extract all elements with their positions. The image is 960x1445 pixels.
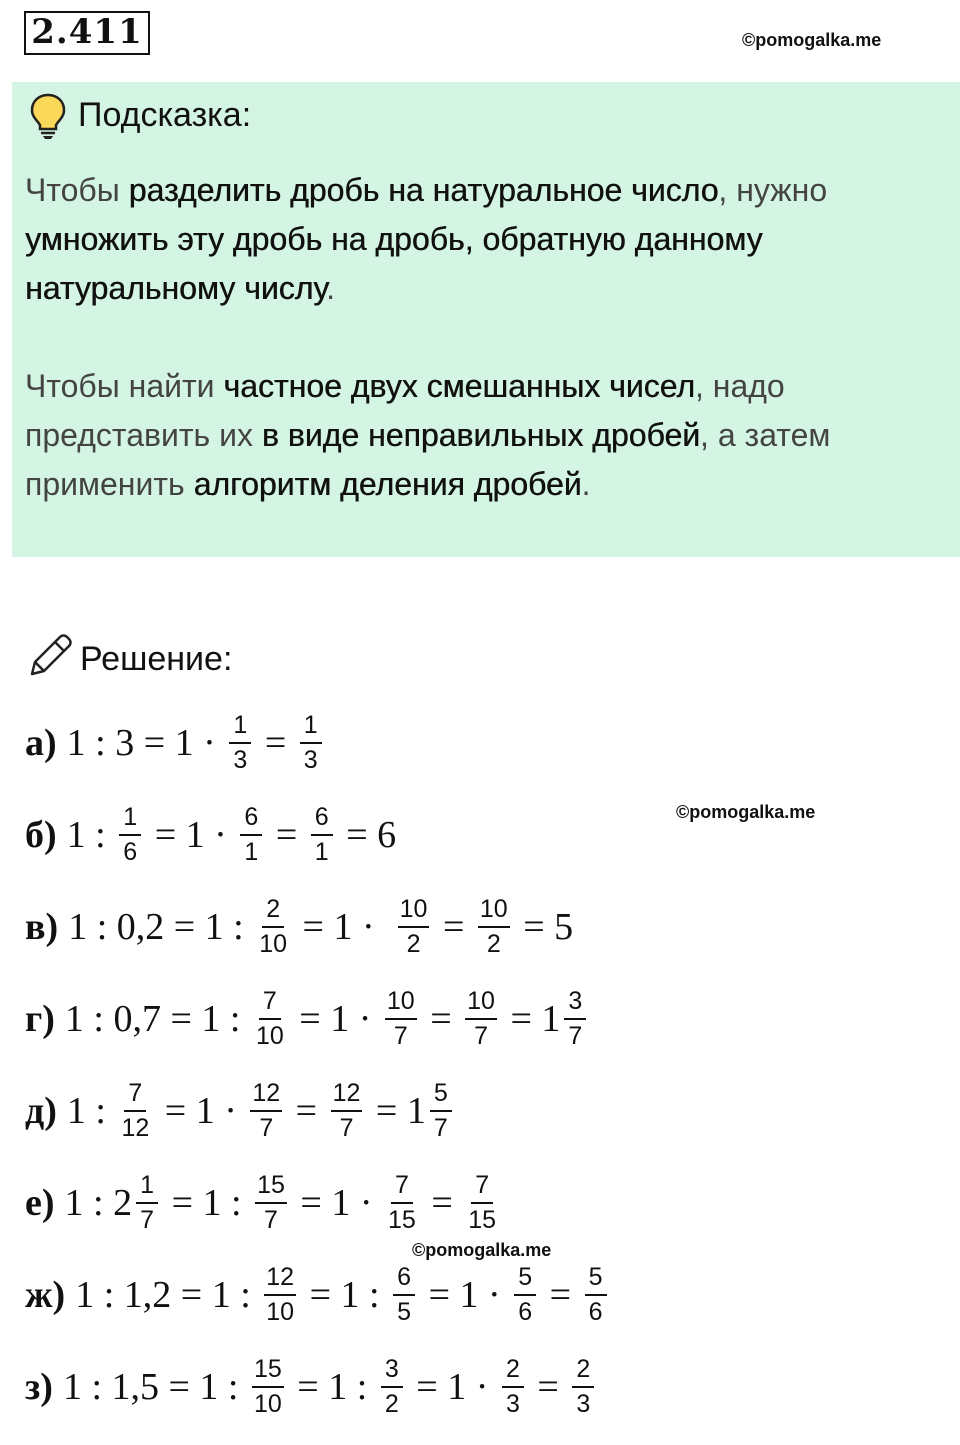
- expression-text: =: [500, 998, 542, 1040]
- fraction: [119, 1079, 151, 1143]
- hint-emphasis: в виде неправильных дробей: [261, 417, 701, 453]
- numerator: 2: [262, 895, 284, 928]
- solution-title: Решение:: [80, 640, 233, 678]
- numerator: 10: [398, 895, 430, 928]
- row-label: а): [25, 722, 57, 764]
- numerator: 3: [381, 1355, 403, 1388]
- fraction: [478, 895, 510, 959]
- expression-text: = 1 :: [300, 1274, 390, 1316]
- row-label: д): [25, 1090, 57, 1132]
- numerator: 7: [391, 1171, 413, 1204]
- fraction: [393, 1263, 415, 1327]
- row-label: в): [25, 906, 59, 948]
- expression-text: 1 : 1,5 = 1 :: [62, 1366, 248, 1408]
- hint-text: , а затем применить: [25, 417, 831, 502]
- watermark-bottom: ©pomogalka.me: [412, 1240, 552, 1260]
- solution-row: [25, 887, 573, 967]
- expression-text: =: [420, 998, 462, 1040]
- numerator: 5: [514, 1263, 536, 1296]
- hint-text: , надо представить их: [25, 368, 785, 453]
- numerator: 1: [229, 711, 251, 744]
- fraction: [398, 895, 430, 959]
- denominator: 10: [259, 930, 288, 958]
- fraction: [264, 1263, 296, 1327]
- denominator: 7: [140, 1206, 155, 1234]
- denominator: 7: [259, 1114, 274, 1142]
- denominator: 6: [518, 1298, 533, 1326]
- row-label: е): [25, 1182, 55, 1224]
- expression-text: 1 :: [66, 1090, 116, 1132]
- fraction: [257, 895, 289, 959]
- denominator: 3: [505, 1390, 520, 1418]
- expression-text: 1 : 1,2 = 1 :: [75, 1274, 261, 1316]
- fraction: [255, 1171, 287, 1235]
- fraction: [254, 987, 286, 1051]
- fraction: [572, 1355, 594, 1419]
- denominator: 7: [393, 1022, 408, 1050]
- numerator: 7: [124, 1079, 146, 1112]
- numerator: 6: [393, 1263, 415, 1296]
- hint-emphasis: разделить дробь на натуральное число: [128, 172, 719, 208]
- lightbulb-icon: [28, 92, 68, 140]
- expression-text: = 5: [513, 906, 574, 948]
- numerator: 6: [240, 803, 262, 836]
- denominator: 7: [568, 1022, 583, 1050]
- whole-part: 2: [113, 1182, 133, 1224]
- expression-text: 1 :: [64, 1182, 114, 1224]
- expression-text: = 1 :: [287, 1366, 377, 1408]
- denominator: 7: [264, 1206, 278, 1234]
- denominator: 1: [244, 838, 259, 866]
- fraction: [385, 987, 417, 1051]
- denominator: 7: [339, 1114, 354, 1142]
- fraction: [252, 1355, 284, 1419]
- fraction: [311, 803, 333, 867]
- expression-text: =: [266, 814, 307, 856]
- fraction: [300, 711, 322, 775]
- solution-row: [25, 795, 396, 875]
- hint-text: Чтобы: [25, 172, 129, 208]
- numerator: 7: [259, 987, 281, 1020]
- denominator: 3: [576, 1390, 591, 1418]
- row-label: з): [25, 1366, 53, 1408]
- expression-text: 1 :: [66, 814, 116, 856]
- watermark-top: ©pomogalka.me: [742, 30, 882, 50]
- numerator: 7: [471, 1171, 493, 1204]
- row-label: б): [25, 814, 57, 856]
- expression-text: = 1 ·: [419, 1274, 511, 1316]
- mixed-number: [407, 1079, 456, 1143]
- numerator: 2: [502, 1355, 524, 1388]
- numerator: 2: [572, 1355, 594, 1388]
- numerator: 15: [252, 1355, 284, 1388]
- expression-text: = 1 ·: [289, 998, 381, 1040]
- hint-emphasis: умножить эту дробь на дробь, обратную данному натуральному числу: [25, 221, 763, 306]
- solution-row: [25, 703, 326, 783]
- fraction: [119, 803, 141, 867]
- hint-emphasis: частное двух смешанных чисел: [223, 368, 695, 404]
- numerator: 6: [311, 803, 333, 836]
- fraction: [514, 1263, 536, 1327]
- fraction: [136, 1171, 158, 1235]
- expression-text: = 1 ·: [406, 1366, 498, 1408]
- fraction: [465, 987, 497, 1051]
- denominator: 3: [233, 746, 248, 774]
- solution-row: [25, 979, 590, 1059]
- denominator: 3: [303, 746, 318, 774]
- fraction: [331, 1079, 363, 1143]
- denominator: 6: [588, 1298, 603, 1326]
- fraction: [240, 803, 262, 867]
- denominator: 2: [406, 930, 421, 958]
- expression-text: = 1 ·: [145, 814, 237, 856]
- fraction: [386, 1171, 418, 1235]
- fraction: [250, 1079, 282, 1143]
- expression-text: =: [421, 1182, 463, 1224]
- solution-row: [25, 1347, 598, 1427]
- hint-paragraph-2: [25, 362, 945, 509]
- denominator: 2: [486, 930, 501, 958]
- expression-text: =: [255, 722, 296, 764]
- denominator: 15: [388, 1206, 416, 1234]
- fraction: [381, 1355, 403, 1419]
- denominator: 2: [384, 1390, 399, 1418]
- denominator: 5: [397, 1298, 412, 1326]
- expression-text: 1 : 0,2 = 1 :: [68, 906, 254, 948]
- numerator: 5: [585, 1263, 607, 1296]
- expression-text: = 1 ·: [155, 1090, 247, 1132]
- mixed-number: [541, 987, 590, 1051]
- numerator: 1: [119, 803, 141, 836]
- row-label: г): [25, 998, 55, 1040]
- numerator: 10: [478, 895, 510, 928]
- hint-title: Подсказка:: [78, 96, 252, 134]
- expression-text: = 1 ·: [290, 1182, 382, 1224]
- fraction: [585, 1263, 607, 1327]
- pencil-icon: [26, 630, 76, 680]
- numerator: 12: [331, 1079, 363, 1112]
- expression-text: =: [286, 1090, 327, 1132]
- denominator: 1: [314, 838, 329, 866]
- denominator: 7: [474, 1022, 488, 1050]
- hint-text: Чтобы найти: [25, 368, 224, 404]
- expression-text: = 1 :: [162, 1182, 252, 1224]
- denominator: 10: [253, 1390, 282, 1418]
- numerator: 10: [465, 987, 497, 1020]
- denominator: 15: [468, 1206, 497, 1234]
- expression-text: =: [540, 1274, 581, 1316]
- expression-text: =: [433, 906, 474, 948]
- mixed-number: [113, 1171, 162, 1235]
- denominator: 6: [123, 838, 138, 866]
- hint-text: .: [581, 466, 591, 502]
- numerator: 10: [385, 987, 417, 1020]
- numerator: 1: [136, 1171, 158, 1204]
- watermark-middle: ©pomogalka.me: [676, 802, 816, 822]
- solution-row: [25, 1163, 502, 1243]
- denominator: 10: [266, 1298, 295, 1326]
- task-number: 2.411: [24, 11, 150, 55]
- denominator: 10: [255, 1022, 284, 1050]
- expression-text: 1 : 3 = 1 ·: [66, 722, 226, 764]
- fraction: [430, 1079, 452, 1143]
- expression-text: 1 : 0,7 = 1 :: [64, 998, 250, 1040]
- solution-row: [25, 1255, 611, 1335]
- fraction: [466, 1171, 498, 1235]
- numerator: 1: [300, 711, 322, 744]
- denominator: 7: [433, 1114, 448, 1142]
- expression-text: =: [366, 1090, 407, 1132]
- whole-part: 1: [406, 1090, 426, 1132]
- fraction: [564, 987, 586, 1051]
- expression-text: =: [527, 1366, 569, 1408]
- numerator: 5: [430, 1079, 452, 1112]
- numerator: 12: [250, 1079, 282, 1112]
- hint-text: .: [326, 270, 335, 306]
- numerator: 12: [264, 1263, 296, 1296]
- fraction: [229, 711, 251, 775]
- expression-text: = 1 ·: [293, 906, 394, 948]
- expression-text: = 6: [336, 814, 397, 856]
- row-label: ж): [25, 1274, 66, 1316]
- hint-emphasis: алгоритм деления дробей: [193, 466, 582, 502]
- whole-part: 1: [541, 998, 561, 1040]
- numerator: 15: [255, 1171, 287, 1204]
- hint-paragraph-1: [25, 166, 945, 313]
- hint-text: , нужно: [718, 172, 828, 208]
- numerator: 3: [564, 987, 586, 1020]
- solution-row: [25, 1071, 456, 1151]
- fraction: [502, 1355, 524, 1419]
- denominator: 12: [121, 1114, 150, 1142]
